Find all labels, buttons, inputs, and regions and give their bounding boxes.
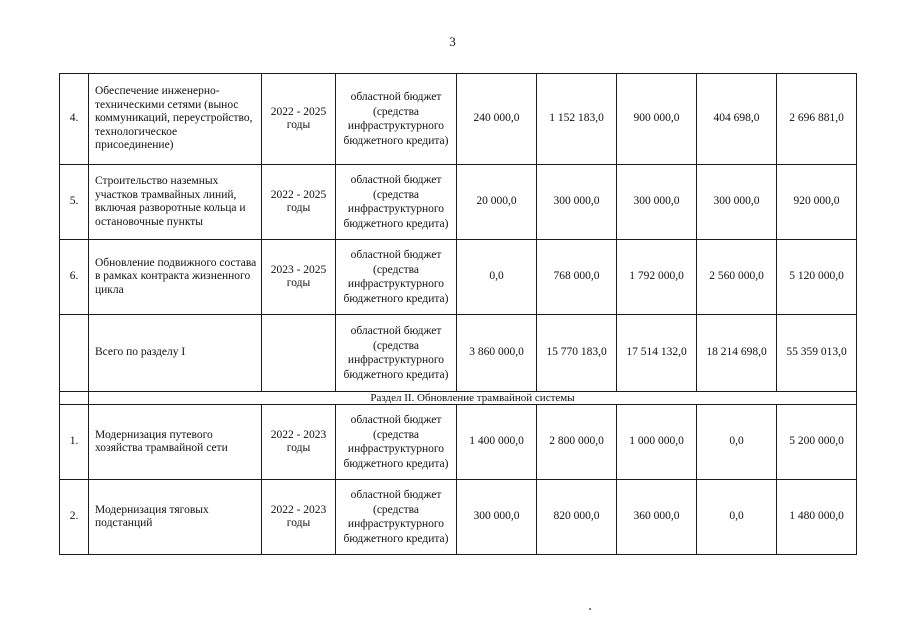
table-row [60,165,857,240]
row-years: 2022 - 2025 годы [262,74,336,165]
row-value: 300 000,0 [457,480,537,555]
table-row [60,74,857,165]
row-source: областной бюджет (средства инфраструктурного бюджетного кредита) [336,74,457,165]
row-value: 0,0 [697,480,777,555]
row-number [60,392,89,405]
table-row-total [60,315,857,392]
row-number: 5. [60,165,89,240]
row-value: 820 000,0 [537,480,617,555]
row-value: 0,0 [457,240,537,315]
row-source: областной бюджет (средства инфраструктурного бюджетного кредита) [336,240,457,315]
table-row [60,240,857,315]
table-row [60,480,857,555]
section-header-row [60,392,857,405]
row-source: областной бюджет (средства инфраструктурного бюджетного кредита) [336,480,457,555]
row-value: 300 000,0 [537,165,617,240]
row-value: 404 698,0 [697,74,777,165]
row-value: 300 000,0 [617,165,697,240]
row-value: 360 000,0 [617,480,697,555]
row-source: областной бюджет (средства инфраструктурного бюджетного кредита) [336,405,457,480]
row-source: областной бюджет (средства инфраструктурного бюджетного кредита) [336,165,457,240]
budget-table [59,73,857,555]
row-value: 900 000,0 [617,74,697,165]
row-name: Обеспечение инженерно-техническими сетями (вынос коммуникаций, переустройство, технологическое присоединение) [89,74,262,165]
row-name: Всего по разделу I [89,315,262,392]
page-number: 3 [449,34,456,49]
row-value: 1 400 000,0 [457,405,537,480]
row-total-value: 1 480 000,0 [777,480,857,555]
row-value: 300 000,0 [697,165,777,240]
row-years: 2022 - 2025 годы [262,165,336,240]
row-number: 2. [60,480,89,555]
row-number: 6. [60,240,89,315]
row-total-value: 2 696 881,0 [777,74,857,165]
row-value: 1 152 183,0 [537,74,617,165]
row-value: 768 000,0 [537,240,617,315]
row-number: 4. [60,74,89,165]
section-title: Раздел II. Обновление трамвайной системы [89,392,857,405]
row-name: Обновление подвижного состава в рамках контракта жизненного цикла [89,240,262,315]
row-years: 2022 - 2023 годы [262,480,336,555]
row-years: 2023 - 2025 годы [262,240,336,315]
row-total-value: 5 120 000,0 [777,240,857,315]
row-source: областной бюджет (средства инфраструктурного бюджетного кредита) [336,315,457,392]
row-name: Модернизация путевого хозяйства трамвайной сети [89,405,262,480]
row-value: 20 000,0 [457,165,537,240]
row-value: 0,0 [697,405,777,480]
row-value: 1 000 000,0 [617,405,697,480]
row-value: 240 000,0 [457,74,537,165]
row-value: 1 792 000,0 [617,240,697,315]
row-value: 3 860 000,0 [457,315,537,392]
row-value: 2 560 000,0 [697,240,777,315]
row-total-value: 920 000,0 [777,165,857,240]
row-value: 17 514 132,0 [617,315,697,392]
row-value: 18 214 698,0 [697,315,777,392]
row-number: 1. [60,405,89,480]
row-total-value: 5 200 000,0 [777,405,857,480]
row-total-value: 55 359 013,0 [777,315,857,392]
row-number [60,315,89,392]
row-name: Строительство наземных участков трамвайных линий, включая разворотные кольца и остановочные пункты [89,165,262,240]
row-years [262,315,336,392]
row-value: 15 770 183,0 [537,315,617,392]
scan-speck [589,608,591,610]
row-value: 2 800 000,0 [537,405,617,480]
table-row [60,405,857,480]
row-years: 2022 - 2023 годы [262,405,336,480]
row-name: Модернизация тяговых подстанций [89,480,262,555]
